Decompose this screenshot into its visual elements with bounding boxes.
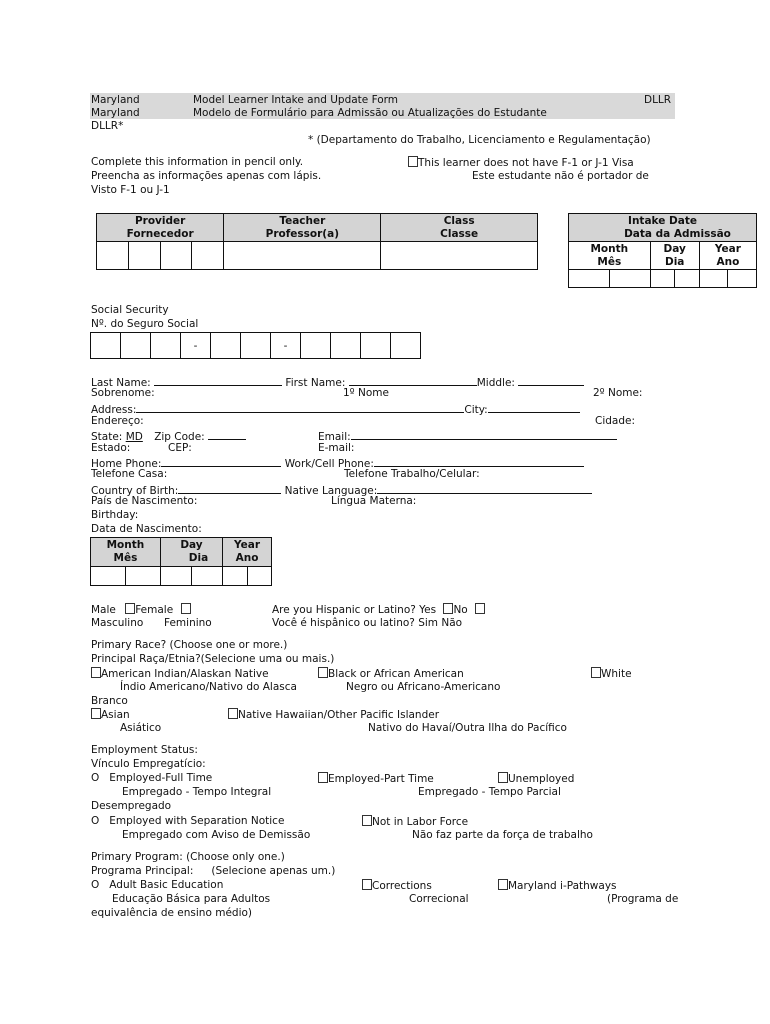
home-phone-field[interactable] <box>161 455 281 467</box>
black-checkbox[interactable] <box>318 667 328 678</box>
prog-abe-radio[interactable]: O <box>91 879 100 891</box>
provider-cell[interactable] <box>97 242 129 270</box>
emp-ft-option: O Employed-Full Time <box>91 772 213 784</box>
ssn-digit[interactable] <box>301 333 331 359</box>
pencil-instruction-pt: Preencha as informações apenas com lápis. <box>91 170 322 182</box>
ssn-digit[interactable] <box>121 333 151 359</box>
ssn-digit[interactable] <box>91 333 121 359</box>
emp-pt-option: Employed-Part Time <box>318 772 434 786</box>
agency-label: DLLR <box>644 94 672 106</box>
intake-year-cell[interactable] <box>699 270 728 288</box>
ssn-digit[interactable] <box>241 333 271 359</box>
name-row: Last Name: First Name: Middle: <box>91 374 584 390</box>
program-question-en: Primary Program: (Choose only one.) <box>91 851 285 863</box>
prog-mip-checkbox[interactable] <box>498 879 508 890</box>
pais-label: País de Nascimento: <box>91 495 198 507</box>
hispanic-yes-checkbox[interactable] <box>443 603 453 614</box>
race-hawaii-option: Native Hawaiian/Other Pacific Islander <box>228 708 439 722</box>
white-checkbox[interactable] <box>591 667 601 678</box>
segundo-nome-label: 2º Nome: <box>593 387 643 399</box>
ssn-label-en: Social Security <box>91 304 169 316</box>
emp-ft-pt: Empregado - Tempo Integral <box>122 786 272 798</box>
birth-month-header: Month Mês <box>91 538 161 567</box>
birth-month-cell[interactable] <box>125 567 160 586</box>
agency-star: DLLR* <box>91 120 124 132</box>
email-row: Email: <box>318 428 617 444</box>
last-name-field[interactable] <box>154 374 282 386</box>
zip-field[interactable] <box>208 428 246 440</box>
emp-pt-checkbox[interactable] <box>318 772 328 783</box>
address-row: Address: City: <box>91 401 580 417</box>
female-checkbox[interactable] <box>181 603 191 614</box>
birth-year-cell[interactable] <box>223 567 247 586</box>
prog-abe-option: O Adult Basic Education <box>91 879 224 891</box>
provider-header: Provider Fornecedor <box>97 214 224 242</box>
endereco-label: Endereço: <box>91 415 144 427</box>
ssn-digit[interactable] <box>361 333 391 359</box>
visa-label-en: This learner does not have F-1 or J-1 Visa <box>418 157 634 169</box>
intake-month-header: Month Mês <box>569 242 651 270</box>
gender-row: Male Female <box>91 603 191 617</box>
emp-unemp-option: Unemployed <box>498 772 574 786</box>
hispanic-row-pt: Você é hispânico ou latino? Sim Não <box>272 617 463 629</box>
prog-corr-checkbox[interactable] <box>362 879 372 890</box>
estado-label: Estado: <box>91 442 131 454</box>
birth-date-table <box>90 537 272 586</box>
sobrenome-label: Sobrenome: <box>91 387 155 399</box>
feminino-label: Feminino <box>164 617 212 629</box>
country-row: Country of Birth: Native Language: <box>91 482 592 498</box>
state-label: Maryland <box>91 94 140 106</box>
race-amind-option: American Indian/Alaskan Native <box>91 667 269 681</box>
ssn-boxes <box>90 332 421 359</box>
amind-checkbox[interactable] <box>91 667 101 678</box>
emp-nilf-pt: Não faz parte da força de trabalho <box>412 829 593 841</box>
work-phone-field[interactable] <box>374 455 584 467</box>
pencil-instruction-en: Complete this information in pencil only. <box>91 156 304 168</box>
emp-nilf-checkbox[interactable] <box>362 815 372 826</box>
race-black-pt: Negro ou Africano-Americano <box>346 681 501 693</box>
birth-day-header: Day Dia <box>160 538 222 567</box>
form-title-pt: Modelo de Formulário para Admissão ou Atualizações do Estudante <box>193 107 547 119</box>
city-field[interactable] <box>488 401 580 413</box>
visa-checkbox[interactable] <box>408 156 418 167</box>
intake-day-header: Day Dia <box>650 242 699 270</box>
provider-table <box>96 213 538 270</box>
prog-corr-option: Corrections <box>362 879 432 893</box>
emp-ft-radio[interactable]: O <box>91 772 100 784</box>
race-white-pt: Branco <box>91 695 128 707</box>
state-row: State: MD Zip Code: <box>91 428 246 444</box>
masculino-label: Masculino <box>91 617 144 629</box>
employment-question-en: Employment Status: <box>91 744 198 756</box>
ssn-label-pt: Nº. do Seguro Social <box>91 318 199 330</box>
phone-row: Home Phone: Work/Cell Phone: <box>91 455 584 471</box>
cidade-label: Cidade: <box>595 415 636 427</box>
email-field[interactable] <box>351 428 617 440</box>
intake-year-cell[interactable] <box>728 270 757 288</box>
program-question-pt: Programa Principal: (Selecione apenas um.) <box>91 865 336 877</box>
emp-sep-option: O Employed with Separation Notice <box>91 815 285 827</box>
birthday-label: Birthday: <box>91 509 139 521</box>
ssn-digit[interactable]: - <box>181 333 211 359</box>
emp-pt-pt: Empregado - Tempo Parcial <box>418 786 561 798</box>
birth-year-header: Year Ano <box>223 538 272 567</box>
middle-name-field[interactable] <box>518 374 584 386</box>
class-header: Class Classe <box>381 214 538 242</box>
intake-date-header: Intake Date Data da Admissão <box>569 214 757 242</box>
emp-nilf-option: Not in Labor Force <box>362 815 468 829</box>
state-label-pt: Maryland <box>91 107 140 119</box>
race-black-option: Black or African American <box>318 667 464 681</box>
birth-year-cell[interactable] <box>247 567 271 586</box>
race-white-option: White <box>591 667 632 681</box>
ssn-digit[interactable] <box>391 333 421 359</box>
employment-question-pt: Vínculo Empregatício: <box>91 758 206 770</box>
ssn-digit[interactable]: - <box>271 333 301 359</box>
primeiro-nome-label: 1º Nome <box>343 387 389 399</box>
address-field[interactable] <box>136 401 464 413</box>
teacher-cell[interactable] <box>224 242 381 270</box>
race-question-pt: Principal Raça/Etnia?(Selecione uma ou mais.) <box>91 653 335 665</box>
provider-cell[interactable] <box>128 242 160 270</box>
intake-year-header: Year Ano <box>699 242 756 270</box>
state-value[interactable]: MD <box>125 431 143 443</box>
race-asian-option: Asian <box>91 708 130 722</box>
race-question-en: Primary Race? (Choose one or more.) <box>91 639 288 651</box>
race-amind-pt: Índio Americano/Nativo do Alasca <box>120 681 297 693</box>
emp-sep-radio[interactable]: O <box>91 815 100 827</box>
email-pt-label: E-mail: <box>318 442 355 454</box>
visa-label-pt: Este estudante não é portador de <box>472 170 649 182</box>
provider-cell[interactable] <box>192 242 224 270</box>
country-field[interactable] <box>178 482 281 494</box>
visa-instruction-pt2: Visto F-1 ou J-1 <box>91 184 170 196</box>
first-name-field[interactable] <box>349 374 477 386</box>
hispanic-no-checkbox[interactable] <box>475 603 485 614</box>
hispanic-row: Are you Hispanic or Latino? Yes No <box>272 603 485 617</box>
prog-abe-pt: Educação Básica para Adultos <box>112 893 271 905</box>
emp-sep-pt: Empregado com Aviso de Demissão <box>122 829 311 841</box>
form-title-en: Model Learner Intake and Update Form <box>193 94 399 106</box>
prog-corr-pt: Correcional <box>409 893 469 905</box>
intake-month-cell[interactable] <box>609 270 650 288</box>
race-hawaii-pt: Nativo do Havaí/Outra Ilha do Pacífico <box>368 722 567 734</box>
ssn-digit[interactable] <box>211 333 241 359</box>
male-checkbox[interactable] <box>125 603 135 614</box>
prog-mip-pt: (Programa de <box>607 893 679 905</box>
telefone-casa-label: Telefone Casa: <box>91 468 168 480</box>
cep-label: CEP: <box>168 442 192 454</box>
birth-day-cell[interactable] <box>160 567 191 586</box>
race-asian-pt: Asiático <box>120 722 162 734</box>
prog-mip-option: Maryland i-Pathways <box>498 879 617 893</box>
intake-date-table <box>568 213 757 288</box>
birth-day-cell[interactable] <box>191 567 222 586</box>
emp-unemp-pt: Desempregado <box>91 800 172 812</box>
lingua-label: Língua Materna: <box>331 495 417 507</box>
class-cell[interactable] <box>381 242 538 270</box>
prog-mip-pt2: equivalência de ensino médio) <box>91 907 253 919</box>
asian-checkbox[interactable] <box>91 708 101 719</box>
intake-day-cell[interactable] <box>650 270 675 288</box>
teacher-header: Teacher Professor(a) <box>224 214 381 242</box>
ssn-digit[interactable] <box>331 333 361 359</box>
birth-month-cell[interactable] <box>91 567 126 586</box>
intake-month-cell[interactable] <box>569 270 610 288</box>
data-nasc-label: Data de Nascimento: <box>91 523 202 535</box>
ssn-digit[interactable] <box>151 333 181 359</box>
visa-checkbox-row <box>408 156 634 170</box>
provider-cell[interactable] <box>160 242 192 270</box>
hawaii-checkbox[interactable] <box>228 708 238 719</box>
agency-note: * (Departamento do Trabalho, Licenciamento e Regulamentação) <box>308 134 651 146</box>
emp-unemp-checkbox[interactable] <box>498 772 508 783</box>
native-language-field[interactable] <box>377 482 592 494</box>
intake-day-cell[interactable] <box>675 270 700 288</box>
telefone-trabalho-label: Telefone Trabalho/Celular: <box>344 468 480 480</box>
